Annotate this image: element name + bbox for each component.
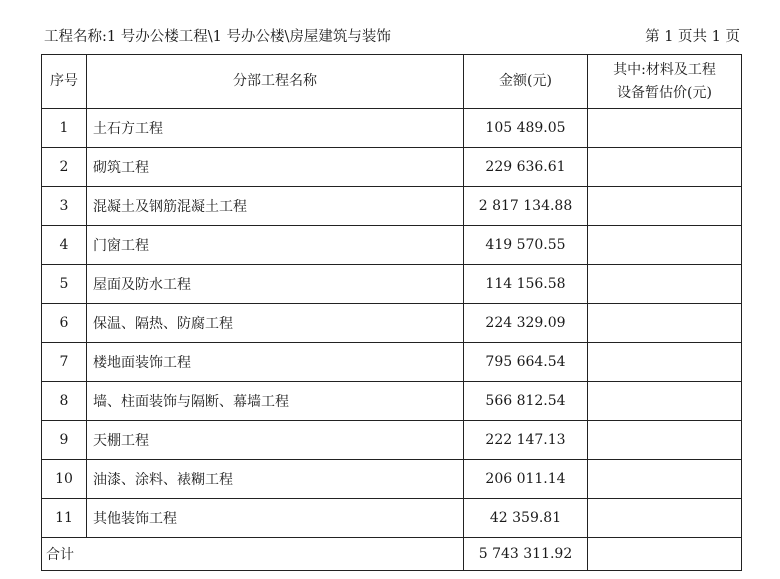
total-label: 合计 <box>42 538 464 571</box>
table-row <box>42 304 742 343</box>
row-amount: 224 329.09 <box>464 304 588 343</box>
row-no: 2 <box>42 148 87 187</box>
col-header-estimate-line1: 其中:材料及工程 <box>613 61 716 78</box>
row-no: 9 <box>42 421 87 460</box>
row-name: 门窗工程 <box>87 226 464 265</box>
row-no: 10 <box>42 460 87 499</box>
row-amount: 42 359.81 <box>464 499 588 538</box>
row-estimate <box>588 265 742 304</box>
row-no: 5 <box>42 265 87 304</box>
row-estimate <box>588 343 742 382</box>
total-amount: 5 743 311.92 <box>464 538 588 571</box>
table-row <box>42 499 742 538</box>
row-amount: 566 812.54 <box>464 382 588 421</box>
row-amount: 114 156.58 <box>464 265 588 304</box>
row-estimate <box>588 499 742 538</box>
row-no: 3 <box>42 187 87 226</box>
row-estimate <box>588 382 742 421</box>
row-name: 混凝土及钢筋混凝土工程 <box>87 187 464 226</box>
row-name: 天棚工程 <box>87 421 464 460</box>
row-name: 保温、隔热、防腐工程 <box>87 304 464 343</box>
row-name: 油漆、涂料、裱糊工程 <box>87 460 464 499</box>
row-amount: 2 817 134.88 <box>464 187 588 226</box>
table-row <box>42 382 742 421</box>
row-amount: 105 489.05 <box>464 109 588 148</box>
row-name: 屋面及防水工程 <box>87 265 464 304</box>
row-name: 土石方工程 <box>87 109 464 148</box>
row-estimate <box>588 148 742 187</box>
table-row <box>42 187 742 226</box>
table-row <box>42 460 742 499</box>
table-row <box>42 343 742 382</box>
row-no: 1 <box>42 109 87 148</box>
row-amount: 229 636.61 <box>464 148 588 187</box>
row-amount: 222 147.13 <box>464 421 588 460</box>
row-name: 楼地面装饰工程 <box>87 343 464 382</box>
row-estimate <box>588 187 742 226</box>
row-amount: 419 570.55 <box>464 226 588 265</box>
row-estimate <box>588 304 742 343</box>
col-header-estimate-line2: 设备暂估价(元) <box>617 84 712 101</box>
col-header-no: 序号 <box>42 55 87 109</box>
row-name: 其他装饰工程 <box>87 499 464 538</box>
table-row <box>42 148 742 187</box>
row-no: 11 <box>42 499 87 538</box>
row-name: 墙、柱面装饰与隔断、幕墙工程 <box>87 382 464 421</box>
budget-summary-table <box>41 54 742 571</box>
table-header-row <box>42 55 742 109</box>
table-row <box>42 265 742 304</box>
row-no: 7 <box>42 343 87 382</box>
col-header-estimate <box>588 55 742 109</box>
table-row <box>42 421 742 460</box>
table-row <box>42 226 742 265</box>
table-row <box>42 109 742 148</box>
col-header-name: 分部工程名称 <box>87 55 464 109</box>
total-row <box>42 538 742 571</box>
row-estimate <box>588 460 742 499</box>
row-estimate <box>588 421 742 460</box>
total-estimate <box>588 538 742 571</box>
row-no: 8 <box>42 382 87 421</box>
row-amount: 206 011.14 <box>464 460 588 499</box>
row-estimate <box>588 226 742 265</box>
page-info: 第 1 页共 1 页 <box>645 29 740 45</box>
row-no: 4 <box>42 226 87 265</box>
row-amount: 795 664.54 <box>464 343 588 382</box>
row-no: 6 <box>42 304 87 343</box>
col-header-amount: 金额(元) <box>464 55 588 109</box>
project-name: 工程名称:1 号办公楼工程\1 号办公楼\房屋建筑与装饰 <box>44 29 391 45</box>
row-estimate <box>588 109 742 148</box>
row-name: 砌筑工程 <box>87 148 464 187</box>
